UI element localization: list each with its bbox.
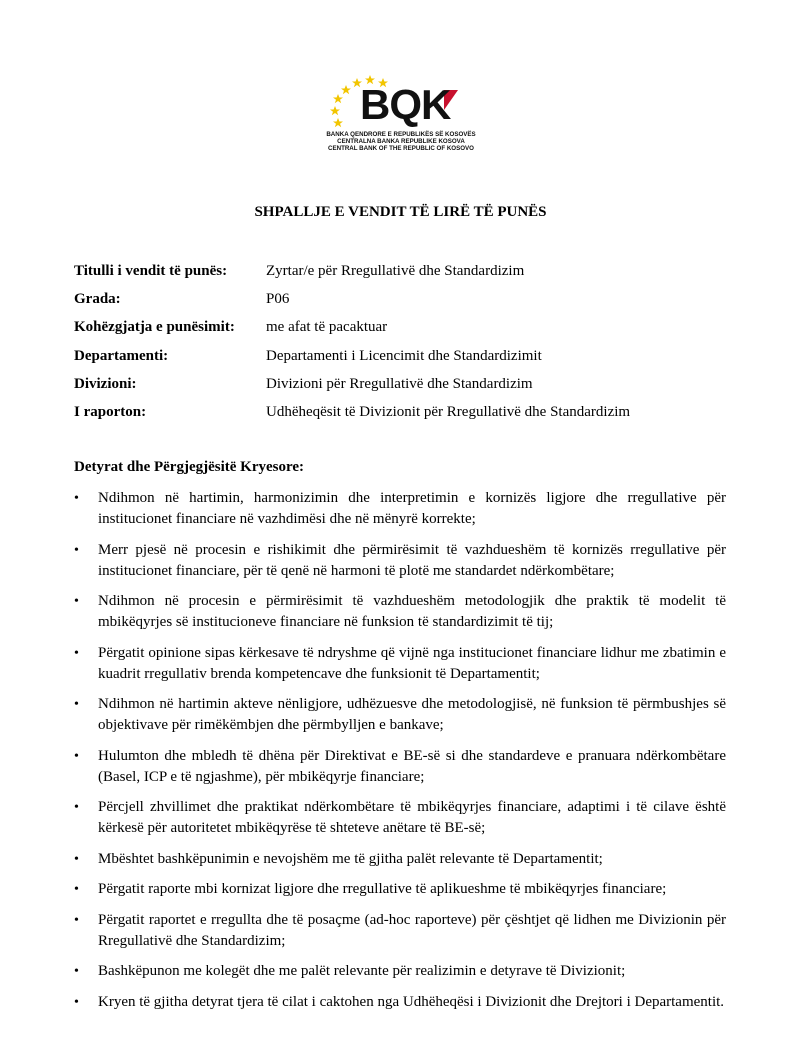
duty-text: Ndihmon në hartimin akteve nënligjore, udhëzuesve dhe metodologjisë, në funksion të përmbushjes së objektivave për rimëkëmbjen dhe përmbylljen e bankave; xyxy=(98,696,726,733)
duty-text: Mbështet bashkëpunimin e nevojshëm me të gjitha palët relevante të Departamentit; xyxy=(98,850,603,867)
list-item xyxy=(74,540,726,582)
bullet-icon: • xyxy=(74,882,79,897)
info-label: I raporton: xyxy=(74,403,147,420)
info-row-department xyxy=(74,347,734,375)
list-item xyxy=(74,910,726,952)
list-item xyxy=(74,694,726,736)
logo-subtitle-line-3: CENTRAL BANK OF THE REPUBLIC OF KOSOVO xyxy=(328,145,474,152)
document-title: SHPALLJE E VENDIT TË LIRË TË PUNËS xyxy=(254,204,547,220)
duties-list xyxy=(74,488,726,1022)
info-label: Departamenti: xyxy=(74,347,169,364)
duty-text: Kryen të gjitha detyrat tjera të cilat i caktohen nga Udhëheqësi i Divizionit dhe Drejtori i Departamentit. xyxy=(98,993,725,1010)
list-item xyxy=(74,643,726,685)
duty-text: Hulumton dhe mbledh të dhëna për Direktivat e BE-së si dhe standardeve e pranuara ndërkombëtare (Basel, ICP e të ngjashme), për mbikëqyrje financiare; xyxy=(98,747,726,785)
list-item xyxy=(74,746,726,788)
info-value: Divizioni për Rregullativë dhe Standardizim xyxy=(266,375,533,392)
info-row-grade xyxy=(74,290,734,318)
info-value: P06 xyxy=(266,291,290,308)
info-value: me afat të pacaktuar xyxy=(266,319,388,336)
bullet-icon: • xyxy=(74,851,79,867)
bullet-icon: • xyxy=(74,964,79,979)
duty-text: Përgatit opinione sipas kërkesave të ndryshme që vijnë nga institucionet financiare lidhur me zbatimin e kuadrit rregullativ brenda kompetencave dhe funksionit të Departamentit; xyxy=(98,644,726,682)
bullet-icon: • xyxy=(74,912,79,928)
info-value: Departamenti i Licencimit dhe Standardizimit xyxy=(266,347,542,364)
info-label: Titulli i vendit të punës: xyxy=(74,263,228,279)
duty-text: Përgatit raporte mbi kornizat ligjore dhe rregullative të aplikueshme të mbikëqyrjes financiare; xyxy=(98,881,667,897)
list-item xyxy=(74,488,726,530)
bullet-icon: • xyxy=(74,645,79,661)
info-row-reports-to xyxy=(74,403,734,431)
duty-text: Ndihmon në procesin e përmirësimit të vazhdueshëm metodologjik dhe praktik të modelit të mbikëqyrjes së institucioneve financiare në funksion të standardizimit të tij; xyxy=(98,593,726,630)
info-value: Udhëheqësit të Divizionit për Rregullativë dhe Standardizim xyxy=(266,403,631,420)
duty-text: Bashkëpunon me kolegët dhe me palët relevante për realizimin e detyrave të Divizionit; xyxy=(98,963,626,979)
list-item xyxy=(74,797,726,839)
logo-brand: BQK xyxy=(360,81,451,128)
bullet-icon: • xyxy=(74,800,79,815)
info-row-division xyxy=(74,375,734,403)
bullet-icon: • xyxy=(74,491,79,506)
info-value: Zyrtar/e për Rregullativë dhe Standardizim xyxy=(266,263,525,279)
bullet-icon: • xyxy=(74,594,79,609)
info-label: Divizioni: xyxy=(74,375,137,392)
duty-text: Merr pjesë në procesin e rishikimit dhe përmirësimit të vazhdueshëm të kornizës rregullative për institucionet financiare, për të qenë në harmoni të plotë me standardet ndërkombëtare; xyxy=(98,541,726,579)
duty-text: Përcjell zhvillimet dhe praktikat ndërkombëtare të mbikëqyrjes financiare, adaptimi i të cilave është kërkesë për autoritetet mbikëqyrëse të shteteve anëtare të BE-së; xyxy=(98,799,726,836)
duties-heading: Detyrat dhe Përgjegjësitë Kryesore: xyxy=(74,459,305,475)
list-item xyxy=(74,591,726,633)
duty-text: Përgatit raportet e rregullta dhe të posaçme (ad-hoc raporteve) për çështjet që lidhen me Divizionin për Rregullativë dhe Standardizim; xyxy=(98,911,726,949)
logo-subtitle-line-2: CENTRALNA BANKA REPUBLIKE KOSOVA xyxy=(337,138,465,145)
info-label: Grada: xyxy=(74,291,121,308)
job-info-table xyxy=(74,262,734,431)
bqk-logo xyxy=(316,72,488,154)
list-item xyxy=(74,961,726,982)
info-row-title xyxy=(74,262,734,290)
info-row-duration xyxy=(74,318,734,346)
list-item xyxy=(74,879,726,900)
bullet-icon: • xyxy=(74,542,79,558)
list-item xyxy=(74,849,726,870)
logo-subtitle-line-1: BANKA QENDRORE E REPUBLIKËS SË KOSOVËS xyxy=(326,131,476,138)
bullet-icon: • xyxy=(74,994,79,1010)
duty-text: Ndihmon në hartimin, harmonizimin dhe interpretimin e kornizës ligjore dhe rregullative për institucionet financiare në vazhdimësi dhe në mënyrë korrekte; xyxy=(98,490,726,527)
list-item xyxy=(74,992,726,1013)
bullet-icon: • xyxy=(74,697,79,712)
bullet-icon: • xyxy=(74,748,79,764)
info-label: Kohëzgjatja e punësimit: xyxy=(74,319,235,336)
